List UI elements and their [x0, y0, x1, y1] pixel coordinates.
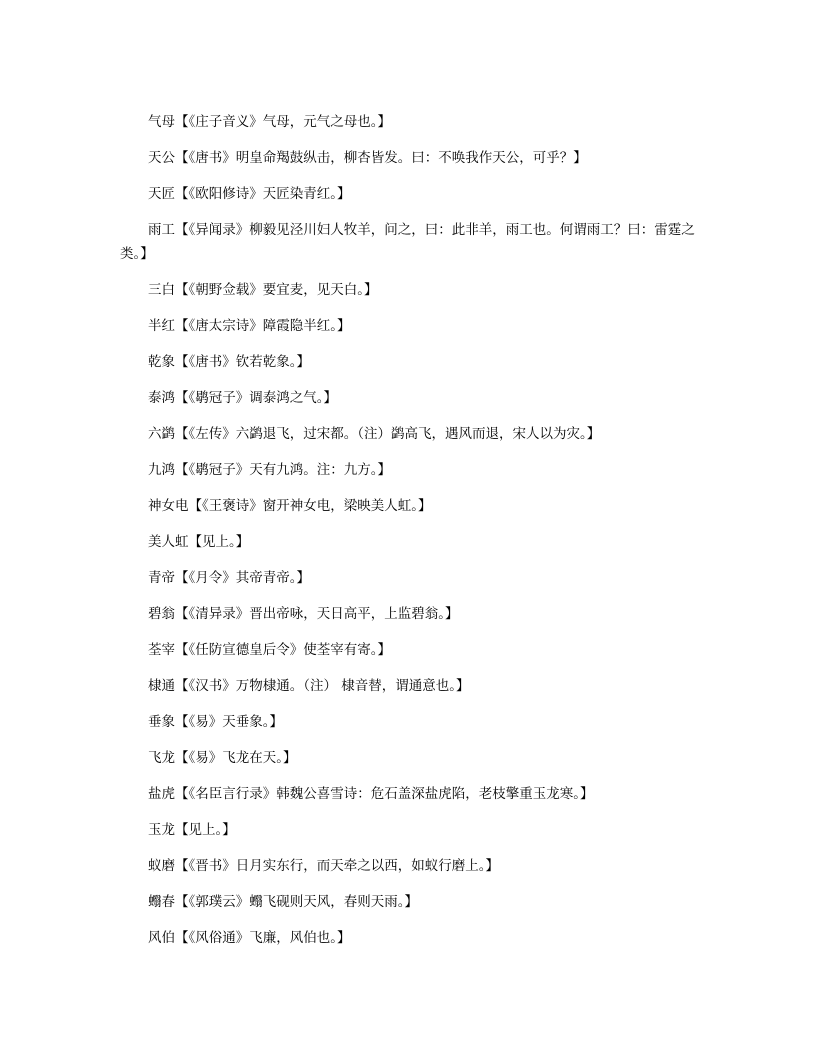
entry-yanhu: [120, 782, 700, 806]
entry-source: 【《唐太宗诗》: [175, 318, 263, 334]
entry-source: 【《风俗通》: [175, 930, 250, 946]
entry-text: 韩魏公喜雪诗：危石盖深盐虎陷，老枝擎重玉龙寒。】: [276, 786, 594, 802]
entry-jiuhong: [120, 458, 700, 482]
entry-term: 半红: [148, 318, 175, 334]
entry-source: 【见上。】: [175, 822, 236, 838]
entry-biweng: [120, 602, 700, 626]
entry-text: 调泰鸿之气。】: [249, 390, 337, 406]
entry-term: 盐虎: [148, 786, 175, 802]
entry-source: 【《任防宣德皇后令》: [175, 642, 304, 658]
entry-term: 雨工: [148, 222, 175, 238]
entry-term: 天公: [148, 150, 175, 166]
entry-yimo: [120, 854, 700, 878]
entry-text: 钦若乾象。】: [235, 354, 310, 370]
entry-text: 天垂象。】: [222, 714, 283, 730]
entry-term: 棣通: [148, 678, 175, 694]
entry-yechun: [120, 890, 700, 914]
entry-text: 使荃宰有寄。】: [303, 642, 391, 658]
entry-source: 【《易》: [175, 750, 223, 766]
entry-text: 要宜麦，见天白。】: [262, 282, 378, 298]
entry-term: 蚁磨: [148, 858, 175, 874]
entry-text: 柳毅见泾川妇人牧羊，问之，曰：此非羊，雨工也。何谓雨工？曰：雷霆之类。】: [120, 222, 695, 262]
entry-term: 天匠: [148, 186, 175, 202]
entry-term: 气母: [148, 114, 175, 130]
entry-ditong: [120, 674, 700, 698]
entry-chuixiang: [120, 710, 700, 734]
entry-term: 碧翁: [148, 606, 175, 622]
entry-tiangong: [120, 146, 700, 170]
entry-source: 【《唐书》: [175, 354, 236, 370]
entry-source: 【《鹖冠子》: [175, 390, 250, 406]
entry-source: 【《汉书》: [175, 678, 236, 694]
entry-term: 青帝: [148, 570, 175, 586]
entry-term: 荃宰: [148, 642, 175, 658]
entry-term: 神女电: [148, 498, 189, 514]
entry-source: 【见上。】: [188, 534, 250, 550]
entry-text: 六鹢退飞，过宋都。（注）鹢高飞，遇风而退，宋人以为灾。】: [235, 426, 601, 442]
entry-qianxiang: [120, 350, 700, 374]
document-page: [120, 110, 700, 962]
entry-text: 日月实东行，而天牵之以西，如蚁行磨上。】: [235, 858, 499, 874]
entry-sanbai: [120, 278, 700, 302]
entry-source: 【《易》: [175, 714, 223, 730]
entry-meirenhong: [120, 530, 700, 554]
entry-text: 气母，元气之母也。】: [262, 114, 391, 130]
entry-term: 六鹢: [148, 426, 175, 442]
entry-text: 窗开神女电，梁映美人虹。】: [262, 498, 432, 514]
entry-source: 【《欧阳修诗》: [175, 186, 263, 202]
entry-tianjiang: [120, 182, 700, 206]
entry-shennvdian: [120, 494, 700, 518]
entry-yulong: [120, 818, 700, 842]
entry-term: 蠮春: [148, 894, 175, 910]
entry-liuyi: [120, 422, 700, 446]
entry-source: 【《晋书》: [175, 858, 236, 874]
entry-source: 【《异闻录》: [175, 222, 250, 238]
entry-text: 其帝青帝。】: [235, 570, 310, 586]
entry-source: 【《王褒诗》: [188, 498, 263, 514]
entry-source: 【《月令》: [175, 570, 236, 586]
entry-quanzai: [120, 638, 700, 662]
entry-text: 天匠染青红。】: [262, 186, 351, 202]
entry-term: 飞龙: [148, 750, 175, 766]
entry-text: 障霞隐半红。】: [262, 318, 351, 334]
entry-source: 【《唐书》: [175, 150, 236, 166]
entry-source: 【《郭璞云》: [175, 894, 250, 910]
entry-term: 泰鸿: [148, 390, 175, 406]
entry-term: 垂象: [148, 714, 175, 730]
entry-source: 【《朝野佥载》: [175, 282, 263, 298]
entry-source: 【《庄子音义》: [175, 114, 263, 130]
entry-term: 玉龙: [148, 822, 175, 838]
entry-qimu: [120, 110, 700, 134]
entry-source: 【《清异录》: [175, 606, 250, 622]
entry-yugong: [120, 218, 700, 266]
entry-text: 飞龙在天。】: [222, 750, 297, 766]
entry-text: 万物棣通。（注） 棣音替，谓通意也。】: [235, 678, 470, 694]
entry-feilong: [120, 746, 700, 770]
entry-taihong: [120, 386, 700, 410]
entry-source: 【《左传》: [175, 426, 236, 442]
entry-qingdi: [120, 566, 700, 590]
entry-term: 美人虹: [148, 534, 189, 550]
entry-text: 晋出帝咏，天日高平，上监碧翁。】: [249, 606, 459, 622]
entry-term: 乾象: [148, 354, 175, 370]
entry-banhong: [120, 314, 700, 338]
entry-fengbo: [120, 926, 700, 950]
entry-text: 天有九鸿。注：九方。】: [249, 462, 391, 478]
entry-source: 【《名臣言行录》: [175, 786, 277, 802]
entry-text: 明皇命羯鼓纵击，柳杏皆发。曰：不唤我作天公，可乎？】: [235, 150, 587, 166]
entry-source: 【《鹖冠子》: [175, 462, 250, 478]
entry-term: 三白: [148, 282, 175, 298]
entry-text: 蠮飞砚则天风，春则天雨。】: [249, 894, 418, 910]
entry-term: 风伯: [148, 930, 175, 946]
entry-term: 九鸿: [148, 462, 175, 478]
entry-text: 飞廉，风伯也。】: [249, 930, 351, 946]
